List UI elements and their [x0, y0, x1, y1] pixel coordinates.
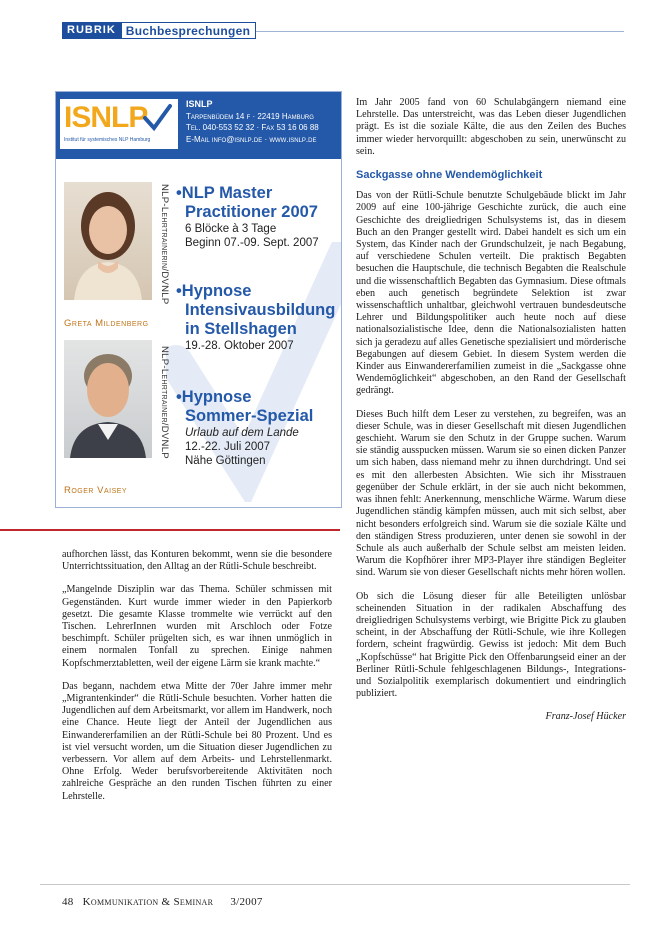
ad-street: Tarpenbüdem 14 f · 22419 Hamburg — [186, 111, 314, 121]
header-rule — [256, 31, 624, 32]
logo-wordmark: ISNLP — [64, 101, 148, 134]
trainer1-name: Greta Mildenberg — [64, 318, 149, 329]
page-number: 48 — [62, 896, 74, 908]
trainer2-title: NLP-Lehrtrainer/DVNLP — [159, 346, 170, 459]
course-hypnose-intensiv: •Hypnose Intensivausbildung in Stellshagen 19.-28. Oktober 2007 — [176, 282, 336, 352]
course3-italic: Urlaub auf dem Lande — [185, 427, 299, 439]
section-subheading: Sackgasse ohne Wendemöglichkeit — [356, 169, 543, 182]
right-paragraph-4: Ob sich die Lösung dieser für alle Beteiligten unlösbar scheinenden Situation in der radikalen Abschaffung des dreigliedrigen Schulsystems verbirgt, wie Brigitte Pick zu glauben scheint, in der Abschaffung der Rütli-Schule, wie ihre Kollegen fordern, scheint fragwürdig. Gewiss ist jedoch: Mit dem Buch „Kopfschüsse“ hat Brigitte Pick den Offenbarungseid einer an der Berliner Rütli-Schule fehlgeschlagenen Bildungs-, Integrations- und Sozialpolitik exemplarisch dokumentiert und eindringlich publiziert. — [356, 590, 626, 700]
portrait-woman-icon — [64, 182, 152, 300]
rubric-tag: RUBRIK — [62, 22, 121, 39]
trainer2-name: Roger Vaisey — [64, 485, 128, 496]
course2-title1: Hypnose — [181, 282, 252, 300]
magazine-name: Kommunikation & Seminar — [82, 896, 214, 908]
trainer-photo-woman — [64, 182, 152, 300]
right-column — [356, 97, 626, 724]
course1-line1: 6 Blöcke à 3 Tage — [185, 223, 277, 235]
course-nlp-master: •NLP Master Practitioner 2007 6 Blöcke à 3 Tage Beginn 07.-09. Sept. 2007 — [176, 184, 319, 249]
right-paragraph-3: Dieses Buch hilft dem Leser zu verstehen, zu begreifen, was an dieser Schule, was in dieser Gesellschaft mit diesen Jugendlichen geschieht. Warum sie den Schutz in der Gruppe suchen. Warum sie ständig ausspucken müssen. Warum sie so einen dicken Panzer um sich haben, dass niemand mehr zu ihnen durchdringt. Und sei es mit den allerbesten Absichten. Wie sich ihr Misstrauen gegenüber der Schule erklärt, in der sie auch nicht bekommen, was ihnen fehlt: Anerkennung, menschliche Wärme. Warum diese Jugendlichen ständig kämpfen müssen, auch mit sich selbst, aber nicht besonders erfolgreich sind. Warum sie die soziale Kälte und den ständigen Stress produzieren, unter denen sie sowohl in der Schule als auch außerhalb der Schule selbst am meisten leiden. Warum die Kopfhörer ihrer MP3-Player ihre ständigen Begleiter sind. Warum sie von dieser Gesellschaft nichts mehr hören wollen. — [356, 408, 626, 579]
course3-title1: Hypnose — [181, 388, 252, 406]
page-footer — [62, 896, 263, 908]
portrait-man-icon — [64, 340, 152, 458]
course1-line2: Beginn 07.-09. Sept. 2007 — [185, 237, 319, 249]
issue-number: 3/2007 — [230, 896, 263, 908]
isnlp-logo — [60, 99, 178, 149]
red-divider — [0, 529, 340, 531]
checkmark-icon — [142, 103, 172, 133]
course2-title2: Intensivausbildung — [185, 301, 336, 319]
left-paragraph-3: Das begann, nachdem etwa Mitte der 70er Jahre immer mehr „Migrantenkinder“ die Rütli-Schule besuchten. Vorher hatten die Jugendlichen auf dem Arbeitsmarkt, vor allem im Handwerk, noch eine Chance. Heute liegt der Anteil der Jugendlichen aus Einwandererfamilien an der Rütli-Schule bei 80 Prozent. Und es ist viel versucht worden, um die Situation dieser Jugendlichen zu verbessern. Vor allem auf dem Arbeits- und Lehrstellenmarkt. Ohne Erfolg. Weder berufsvorbereitende Aktivitäten noch zahlreiche Gespräche an den runden Tischen führten zu einer Lehrstelle. — [62, 680, 332, 802]
ad-web: E-Mail info@isnlp.de · www.isnlp.de — [186, 134, 317, 144]
trainer-photo-man — [64, 340, 152, 458]
trainer1-title: NLP-Lehrtrainerin/DVNLP — [159, 184, 170, 305]
course1-title1: NLP Master — [181, 184, 273, 202]
course-hypnose-sommer: •Hypnose Sommer-Spezial Urlaub auf dem Lande 12.-22. Juli 2007 Nähe Göttingen — [176, 388, 314, 467]
article-author: Franz-Josef Hücker — [545, 711, 626, 723]
course3-line1: 12.-22. Juli 2007 — [185, 441, 271, 453]
course1-title2: Practitioner 2007 — [185, 203, 318, 221]
isnlp-advertisement — [55, 91, 342, 508]
rubric-header — [62, 22, 256, 39]
ad-org-name: ISNLP — [186, 99, 213, 109]
ad-header-band — [56, 92, 341, 159]
course2-title3: in Stellshagen — [185, 320, 297, 338]
ad-phone: Tel. 040-553 52 32 · Fax 53 16 06 88 — [186, 123, 319, 132]
course3-title2: Sommer-Spezial — [185, 407, 314, 425]
right-paragraph-2: Das von der Rütli-Schule benutzte Schulgebäude blickt im Jahr 2009 auf eine 100-jährige Geschichte zurück, die auch eine Geschichte des dreigliedrigen Schulsystems ist, das in diesem Buch an den Pranger gestellt wird. Dabei handelt es sich um ein System, das Kinder nach der Grundschulzeit, je nach Begabung, auf verschiedene Schulen verteilt. Die praktisch Begabten besuchen die Hauptschule, die technisch Begabten die Realschule und die wissenschaftlich Begabten das Gymnasium. Diese oftmals eben auch genetisch begründete Selektion ist zwar wissenschaftlich unhaltbar, gleichwohl vertrauen bundesdeutsche Lehrer und Bildungspolitiker auch heute noch auf diese nationalsozialistische Idee, denn die Nationalsozialisten hatten sich ja geradezu auf alles Genetische spezialisiert und mörderische Begabungen auf diesem Gebiet. In diesem System werden die Kinder aus Einwandererfamilien zumeist in die „Sackgasse ohne Wendemöglichkeit“ abgeschoben, an den Rand der Gesellschaft gedrängt. — [356, 190, 626, 397]
footer-rule — [40, 884, 630, 885]
left-column — [62, 549, 332, 814]
ad-address — [186, 99, 336, 145]
logo-subtitle: Institut für systemisches NLP Hamburg — [64, 137, 151, 143]
left-paragraph-1: aufhorchen lässt, das Konturen bekommt, wenn sie die besondere Unterrichtssituation, den Alltag an der Rütli-Schule beschreibt. — [62, 549, 332, 573]
course3-line2: Nähe Göttingen — [185, 455, 266, 467]
course2-line1: 19.-28. Oktober 2007 — [185, 340, 294, 352]
section-name: Buchbesprechungen — [121, 22, 256, 39]
left-paragraph-2: „Mangelnde Disziplin war das Thema. Schüler schmissen mit Gegenständen. Kurt wurde immer wieder in den Papierkorb gesetzt. Die gesamte Klasse trommelte wie verrückt auf den Tischen. LehrerInnen wurden mit Arschloch oder Fotze beschimpft. Schüler prügelten sich, es war ihnen unmöglich in einem normalen Tonfall zu sprechen. Einige nahmen Kopfschmerztabletten, weil der eigene Lärm sie krank machte.“ — [62, 584, 332, 669]
right-paragraph-1: Im Jahr 2005 fand von 60 Schulabgängern niemand eine Lehrstelle. Das unterstreicht, was das Leben dieser Jugendlichen prägt. Es ist die soziale Kälte, die aus den Zeilen des Buches immer wieder hervorquillt: abgeschoben zu sein, unerwünscht zu sein. — [356, 97, 626, 157]
